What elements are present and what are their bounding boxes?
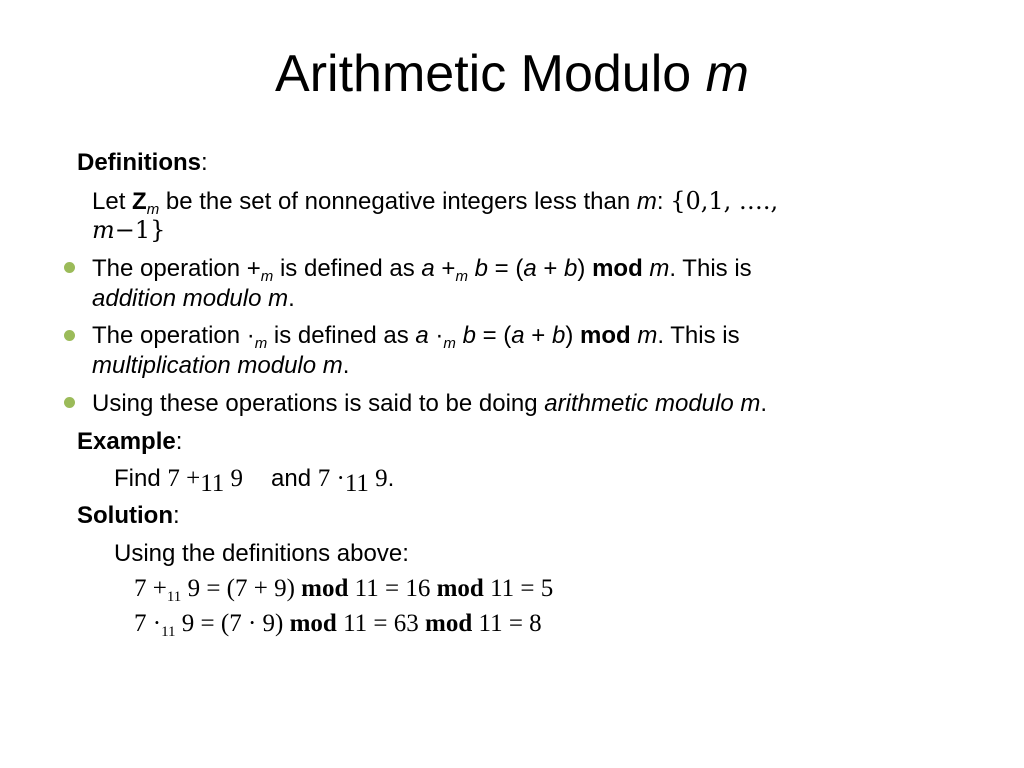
bullet-2-sub: m [254, 335, 268, 352]
bullet-2-text: The operation · [92, 322, 255, 349]
eq1-sub: 11 [166, 589, 182, 605]
title-variable: m [705, 45, 749, 103]
solution-heading: Solution [77, 502, 173, 529]
bullet-1-sub: m [260, 268, 274, 285]
bullet-1-text: = ( [487, 255, 524, 282]
bullet-1-term: addition modulo m [92, 285, 289, 312]
bullet-2-var: a [511, 322, 525, 349]
bullet-1-var: b [474, 255, 488, 282]
eq1-mod: mod [436, 575, 484, 602]
intro-line2-m: m [92, 216, 115, 244]
bullet-1-text: The operation + [92, 255, 261, 282]
example-period: . [387, 465, 395, 492]
solution-equation-2 [134, 609, 542, 639]
intro-set: {0,1, …., [670, 187, 779, 215]
solution-colon: : [172, 502, 180, 529]
set-symbol: Z [132, 188, 147, 215]
example-and: and [271, 465, 318, 492]
bullet-2-text: . This is [657, 322, 740, 349]
bullet-1-var: m [649, 255, 670, 282]
bullet-2-text: + [524, 322, 552, 349]
eq2-part: 9 = (7 · 9) [175, 610, 290, 637]
bullet-dot-1 [64, 262, 75, 273]
eq2-part: 11 = 8 [472, 610, 542, 637]
intro-colon: : [656, 188, 671, 215]
bullet-1-line-2 [92, 284, 295, 314]
bullet-dot-2 [64, 330, 75, 341]
bullet-1-mod: mod [592, 255, 643, 282]
intro-let: Let [92, 188, 133, 215]
bullet-1-text: is defined as [273, 255, 422, 282]
bullet-2-text: is defined as [267, 322, 416, 349]
intro-m: m [636, 188, 657, 215]
example-expr-2-rest: 9 [368, 465, 388, 492]
bullet-2-mod: mod [580, 322, 631, 349]
bullet-3-line [92, 389, 767, 419]
bullet-1-text: . This is [669, 255, 752, 282]
bullet-2-text: = ( [475, 322, 512, 349]
bullet-3-period: . [760, 390, 768, 417]
example-find: Find [114, 465, 168, 492]
bullet-2-line-1 [92, 321, 740, 351]
bullet-1-text: + [536, 255, 565, 282]
eq2-part: 7 · [134, 610, 162, 637]
bullet-2-var: b [462, 322, 476, 349]
solution-intro: Using the definitions above: [114, 540, 409, 567]
bullet-2-text: · [428, 322, 444, 349]
definitions-colon: : [201, 149, 208, 176]
bullet-2-var: b [551, 322, 566, 349]
bullet-2-var: m [637, 322, 658, 349]
example-problem [114, 464, 395, 497]
bullet-1-var: a [421, 255, 435, 282]
example-expr-1-rest: 9 [224, 465, 244, 492]
eq1-part: 7 + [134, 575, 167, 602]
set-subscript: m [146, 201, 160, 218]
intro-line2-rest: −1} [114, 216, 166, 244]
bullet-3-text: Using these operations is said to be doing [92, 390, 545, 417]
eq2-mod: mod [289, 610, 337, 637]
solution-heading-line [77, 501, 180, 531]
bullet-2-text [456, 322, 463, 349]
definitions-heading: Definitions [77, 149, 201, 176]
eq2-sub: 11 [161, 624, 176, 640]
example-colon: : [175, 428, 183, 455]
example-expr-1-sub: 11 [200, 470, 225, 497]
eq2-mod: mod [425, 610, 473, 637]
bullet-2-line-2 [92, 351, 349, 381]
example-expr-2-sub: 11 [344, 470, 369, 497]
example-heading-line [77, 427, 182, 457]
bullet-1-period: . [288, 285, 295, 312]
bullet-1-var: b [564, 255, 578, 282]
bullet-3-term: arithmetic modulo m [544, 390, 761, 417]
intro-mid-text: be the set of nonnegative integers less than [159, 188, 637, 215]
bullet-1-text: ) [577, 255, 593, 282]
example-expr-2: 7 · [317, 465, 345, 492]
bullet-1-text [468, 255, 475, 282]
bullet-1-var: a [523, 255, 537, 282]
bullet-2-text: ) [565, 322, 581, 349]
bullet-1-line-1 [92, 254, 752, 284]
bullet-2-period: . [342, 352, 350, 379]
definitions-heading-line [77, 148, 208, 178]
eq1-part: 9 = (7 + 9) [181, 575, 302, 602]
slide-title [0, 38, 1024, 110]
solution-equation-1 [134, 574, 553, 604]
bullet-dot-3 [64, 397, 75, 408]
definition-intro-line-2 [92, 215, 165, 245]
bullet-1-text: + [434, 255, 456, 282]
bullet-1-sub: m [455, 268, 468, 285]
eq1-part: 11 = 5 [483, 575, 554, 602]
example-expr-1: 7 + [167, 465, 201, 492]
title-text: Arithmetic Modulo [275, 45, 692, 103]
eq1-part: 11 = 16 [348, 575, 437, 602]
bullet-2-var: a [415, 322, 429, 349]
definition-intro-line-1 [92, 186, 778, 217]
bullet-2-term: multiplication modulo m [92, 352, 343, 379]
eq1-mod: mod [301, 575, 349, 602]
example-heading: Example [77, 428, 176, 455]
bullet-2-sub: m [443, 335, 456, 352]
eq2-part: 11 = 63 [336, 610, 426, 637]
